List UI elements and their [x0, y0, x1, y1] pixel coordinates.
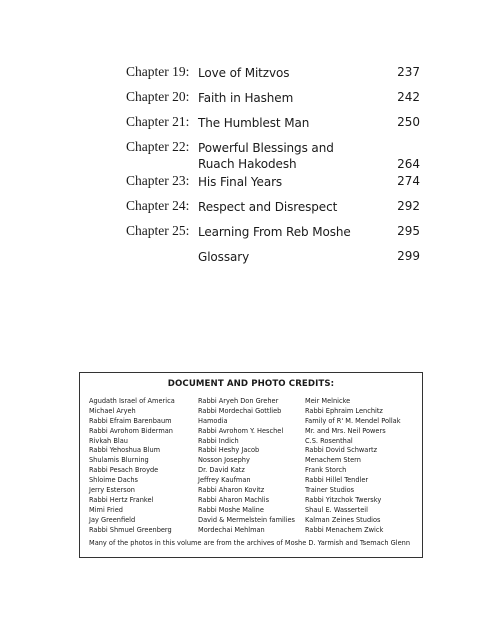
credit-name: Shloime Dachs	[89, 476, 138, 485]
chapter-title-line2: Ruach Hakodesh	[198, 157, 297, 171]
credit-name: Rabbi Pesach Broyde	[89, 466, 159, 475]
chapter-title: His Final Years	[198, 175, 283, 189]
credit-name: Rabbi Aryeh Don Greher	[198, 397, 279, 405]
credit-name: Rabbi Indich	[198, 436, 239, 445]
credit-name: Mordechai Mehlman	[198, 525, 265, 534]
credit-name: Rabbi Shmuel Greenberg	[89, 525, 172, 534]
chapter-label: Chapter 19:	[126, 64, 190, 79]
credit-name: Rabbi Efraim Barenbaum	[89, 416, 172, 425]
chapter-label: Chapter 24:	[126, 198, 190, 213]
credit-name: Rabbi Avrohom Y. Heschel	[198, 426, 284, 435]
credit-name: Mr. and Mrs. Neil Powers	[305, 426, 386, 435]
credit-name: Shaul E. Wasserteil	[305, 505, 368, 514]
toc-row[interactable]	[126, 248, 420, 265]
credit-name: Rabbi Yehoshua Blum	[89, 446, 161, 455]
credit-name: Menachem Stern	[305, 456, 361, 465]
credit-name: Kalman Zeines Studios	[305, 515, 381, 524]
credit-name: Michael Aryeh	[89, 406, 136, 415]
chapter-title: The Humblest Man	[198, 116, 310, 130]
credit-name: Rabbi Aharon Machlis	[198, 495, 270, 504]
page-number: 242	[397, 90, 420, 104]
toc-row[interactable]	[126, 173, 420, 190]
credit-name: Rabbi Ephraim Lenchitz	[305, 406, 383, 415]
credit-name: Meir Melnicke	[305, 397, 351, 405]
toc-row[interactable]	[126, 89, 420, 106]
credit-name: Shulamis Blurning	[89, 456, 149, 465]
page-number: 237	[397, 65, 420, 79]
chapter-label: Chapter 20:	[126, 89, 190, 104]
toc-row[interactable]	[126, 198, 420, 215]
credit-name: Rabbi Dovid Schwartz	[305, 446, 378, 455]
toc-row[interactable]	[126, 139, 420, 173]
chapter-title: Respect and Disrespect	[198, 200, 338, 214]
credit-name: Hamodia	[198, 416, 228, 425]
page-number: 299	[397, 249, 420, 263]
page-number: 292	[397, 199, 420, 213]
chapter-title: Love of Mitzvos	[198, 66, 290, 80]
credit-name: Rabbi Hertz Frankel	[89, 495, 154, 504]
page-number: 274	[397, 174, 420, 188]
credit-name: Jay Greenfield	[89, 515, 136, 524]
credit-name: Family of R' M. Mendel Pollak	[305, 416, 401, 425]
credit-name: Rabbi Aharon Kovitz	[198, 486, 265, 495]
credit-name: Rabbi Yitzchok Twersky	[305, 495, 382, 504]
chapter-title: Faith in Hashem	[198, 91, 294, 105]
chapter-title: Learning From Reb Moshe	[198, 225, 351, 239]
credit-name: Rabbi Moshe Maline	[198, 505, 264, 514]
credits-column-3	[305, 397, 401, 535]
credit-name: C.S. Rosenthal	[305, 436, 353, 445]
credit-name: Rabbi Menachem Zwick	[305, 525, 384, 534]
chapter-title-line1: Powerful Blessings and	[198, 141, 334, 155]
page-number: 295	[397, 224, 420, 238]
credit-name: Rabbi Avrohom Biderman	[89, 426, 173, 435]
toc-row[interactable]	[126, 223, 420, 240]
credit-name: Rabbi Mordechai Gottlieb	[198, 406, 282, 415]
credits-box	[79, 372, 423, 558]
credit-name: Agudath Israel of America	[89, 397, 175, 405]
toc-row[interactable]	[126, 64, 420, 81]
chapter-label: Chapter 25:	[126, 223, 190, 238]
credit-name: Nosson Josephy	[198, 456, 250, 465]
credits-column-2	[198, 397, 295, 535]
credit-name: Trainer Studios	[305, 486, 355, 495]
credit-name: Jeffrey Kaufman	[198, 476, 251, 485]
chapter-title	[198, 139, 380, 172]
credit-name: Rabbi Heshy Jacob	[198, 446, 260, 455]
credit-name: Jerry Esterson	[89, 486, 135, 495]
chapter-label: Chapter 21:	[126, 114, 190, 129]
credits-column-1	[89, 397, 175, 535]
credit-name: Dr. David Katz	[198, 466, 245, 475]
page-number: 264	[397, 157, 420, 171]
credits-note: Many of the photos in this volume are from the archives of Moshe D. Yarmish and Tsemach Glenn	[89, 539, 411, 547]
page-number: 250	[397, 115, 420, 129]
credit-name: Rivkah Blau	[89, 436, 128, 445]
credit-name: Frank Storch	[305, 466, 347, 475]
chapter-label: Chapter 22:	[126, 139, 190, 154]
chapter-title: Glossary	[198, 250, 250, 264]
credit-name: Mimi Fried	[89, 505, 123, 514]
chapter-label: Chapter 23:	[126, 173, 190, 188]
toc-row[interactable]	[126, 114, 420, 131]
credits-title: DOCUMENT AND PHOTO CREDITS:	[167, 379, 335, 389]
credit-name: Rabbi Hillel Tendler	[305, 476, 369, 485]
credit-name: David & Mermelstein families	[198, 515, 295, 524]
